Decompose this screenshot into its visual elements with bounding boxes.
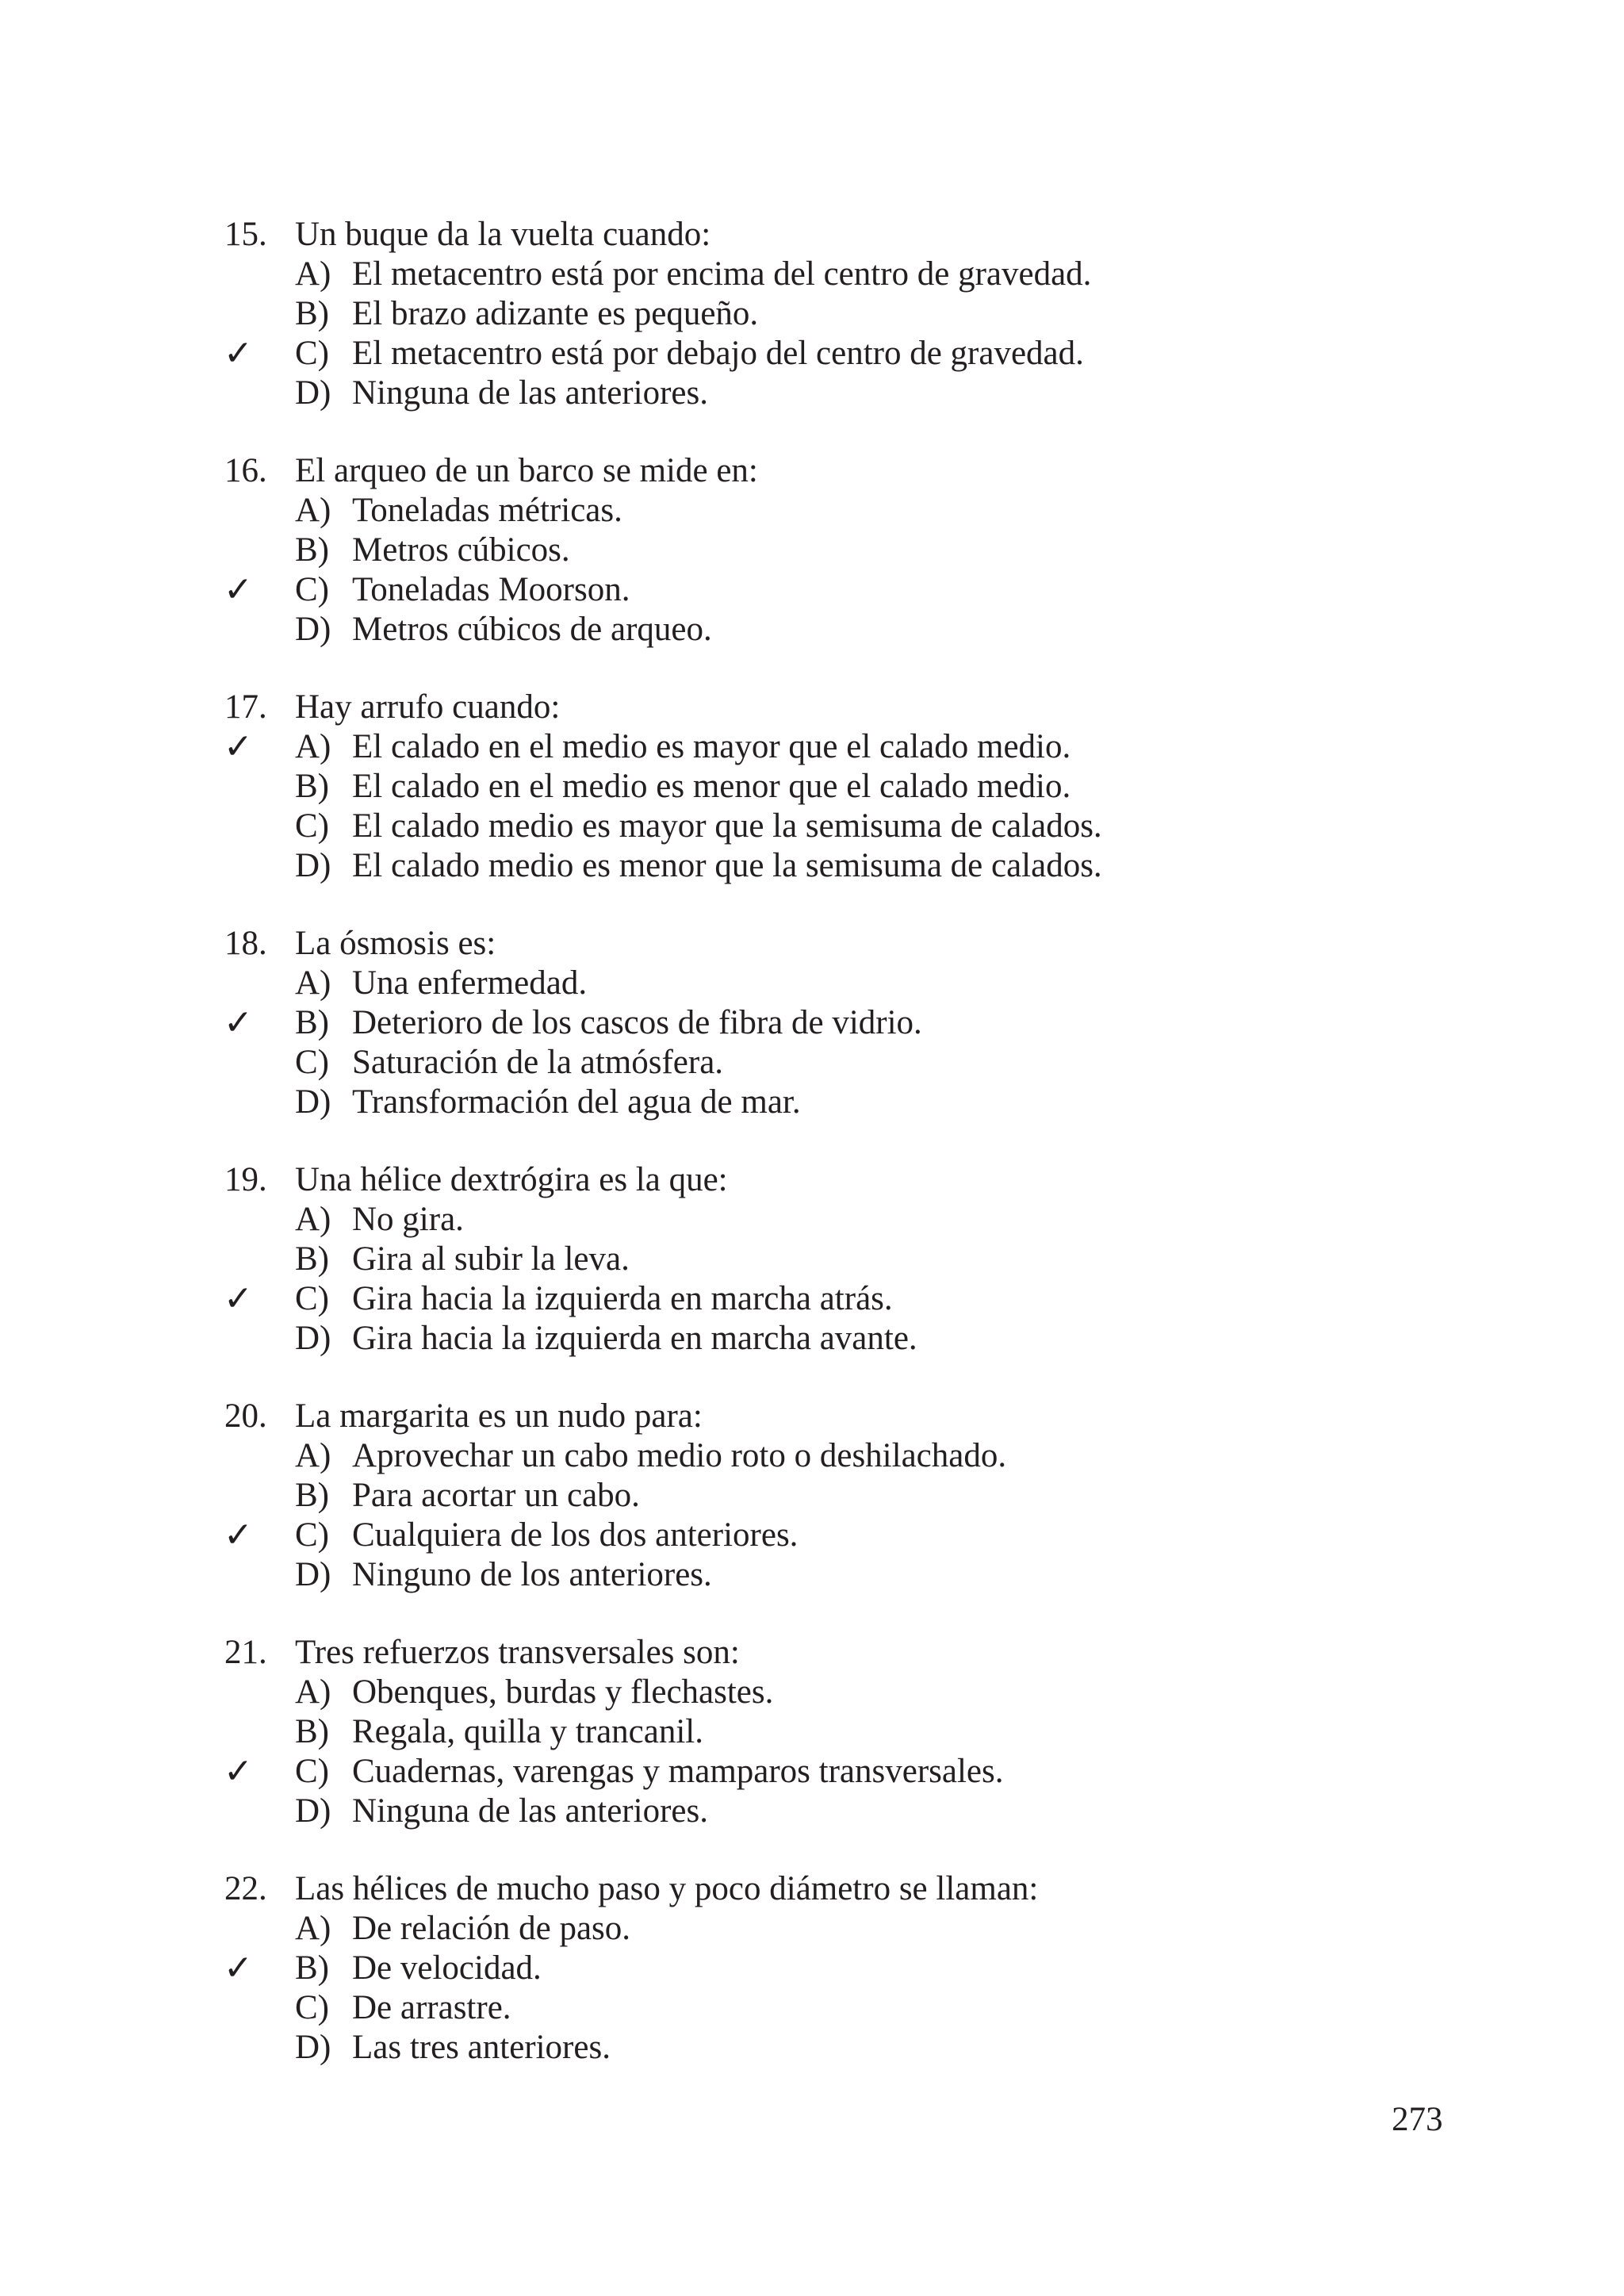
- answer-option: [0, 1792, 1624, 1831]
- option-text: El brazo adizante es pequeño.: [352, 295, 759, 332]
- option-letter: D): [295, 847, 331, 884]
- option-letter: A): [295, 1437, 331, 1474]
- option-text: Cualquiera de los dos anteriores.: [352, 1516, 799, 1554]
- option-text: De velocidad.: [352, 1949, 542, 1987]
- option-letter: A): [295, 728, 331, 765]
- question-header: [0, 1160, 1624, 1200]
- option-letter: C): [295, 1516, 329, 1554]
- answer-option: [0, 1476, 1624, 1516]
- question-text: El arqueo de un barco se mide en:: [295, 452, 758, 489]
- answer-option: [0, 1200, 1624, 1240]
- question-number: 22.: [224, 1870, 267, 1907]
- answer-option: [0, 767, 1624, 807]
- question-header: [0, 451, 1624, 491]
- check-mark-icon: ✓: [224, 1751, 253, 1792]
- check-mark-icon: ✓: [224, 1278, 253, 1319]
- question-number: 18.: [224, 925, 267, 962]
- option-letter: B): [295, 1949, 329, 1987]
- option-letter: C): [295, 1044, 329, 1081]
- question-header: [0, 1869, 1624, 1909]
- answer-option: [0, 1949, 1624, 1988]
- option-text: Transformación del agua de mar.: [352, 1083, 801, 1121]
- option-letter: C): [295, 1753, 329, 1790]
- answer-option: [0, 1988, 1624, 2028]
- answer-option: [0, 1673, 1624, 1712]
- question-number: 20.: [224, 1397, 267, 1435]
- answer-option: [0, 2028, 1624, 2068]
- option-letter: A): [295, 1910, 331, 1947]
- question-text: La ósmosis es:: [295, 925, 496, 962]
- option-letter: D): [295, 1792, 331, 1830]
- question-18: [0, 924, 1624, 1122]
- option-text: Una enfermedad.: [352, 964, 588, 1002]
- answer-option: [0, 1319, 1624, 1359]
- option-letter: C): [295, 807, 329, 845]
- answer-option: [0, 1043, 1624, 1083]
- option-text: Metros cúbicos.: [352, 531, 570, 569]
- option-letter: A): [295, 1673, 331, 1711]
- answer-option: [0, 1555, 1624, 1595]
- option-letter: B): [295, 1004, 329, 1041]
- option-text: Ninguna de las anteriores.: [352, 374, 708, 412]
- answer-option: [0, 807, 1624, 846]
- option-text: Toneladas Moorson.: [352, 571, 630, 608]
- option-text: Deterioro de los cascos de fibra de vidrio.: [352, 1004, 922, 1041]
- answer-option: [0, 294, 1624, 334]
- answer-option: [0, 334, 1624, 374]
- option-text: Metros cúbicos de arqueo.: [352, 611, 712, 648]
- option-text: El calado medio es menor que la semisuma de calados.: [352, 847, 1102, 884]
- question-number: 21.: [224, 1634, 267, 1671]
- question-header: [0, 1397, 1624, 1436]
- option-letter: A): [295, 492, 331, 529]
- answer-option: [0, 374, 1624, 413]
- check-mark-icon: ✓: [224, 1948, 253, 1988]
- option-text: Gira hacia la izquierda en marcha atrás.: [352, 1280, 893, 1317]
- option-text: Las tres anteriores.: [352, 2029, 611, 2066]
- question-number: 19.: [224, 1161, 267, 1198]
- question-number: 16.: [224, 452, 267, 489]
- option-text: Cuadernas, varengas y mamparos transversales.: [352, 1753, 1004, 1790]
- option-text: El metacentro está por encima del centro de gravedad.: [352, 255, 1092, 293]
- question-20: [0, 1397, 1624, 1595]
- answer-option: [0, 964, 1624, 1003]
- question-22: [0, 1869, 1624, 2068]
- answer-option: [0, 255, 1624, 294]
- option-letter: C): [295, 1989, 329, 2026]
- option-text: Gira al subir la leva.: [352, 1240, 630, 1278]
- option-letter: B): [295, 1240, 329, 1278]
- answer-option: [0, 531, 1624, 570]
- question-text: Una hélice dextrógira es la que:: [295, 1161, 728, 1198]
- option-letter: B): [295, 1477, 329, 1514]
- question-number: 15.: [224, 216, 267, 253]
- page-number: 273: [1392, 2101, 1443, 2138]
- option-text: Gira hacia la izquierda en marcha avante.: [352, 1320, 917, 1357]
- option-text: El metacentro está por debajo del centro de gravedad.: [352, 335, 1084, 372]
- question-header: [0, 688, 1624, 727]
- option-letter: A): [295, 255, 331, 293]
- option-letter: B): [295, 768, 329, 805]
- option-text: El calado en el medio es mayor que el calado medio.: [352, 728, 1071, 765]
- option-letter: A): [295, 1201, 331, 1238]
- option-letter: D): [295, 374, 331, 412]
- question-16: [0, 451, 1624, 650]
- question-text: Las hélices de mucho paso y poco diámetro se llaman:: [295, 1870, 1039, 1907]
- question-text: Hay arrufo cuando:: [295, 688, 561, 726]
- option-text: El calado en el medio es menor que el calado medio.: [352, 768, 1071, 805]
- option-letter: B): [295, 295, 329, 332]
- option-letter: D): [295, 1083, 331, 1121]
- answer-option: [0, 610, 1624, 650]
- question-19: [0, 1160, 1624, 1359]
- question-text: La margarita es un nudo para:: [295, 1397, 703, 1435]
- answer-option: [0, 727, 1624, 767]
- check-mark-icon: ✓: [224, 1002, 253, 1043]
- check-mark-icon: ✓: [224, 726, 253, 767]
- check-mark-icon: ✓: [224, 333, 253, 374]
- answer-option: [0, 570, 1624, 610]
- option-text: Ninguna de las anteriores.: [352, 1792, 708, 1830]
- answer-option: [0, 491, 1624, 531]
- check-mark-icon: ✓: [224, 1515, 253, 1555]
- answer-option: [0, 1279, 1624, 1319]
- option-text: Saturación de la atmósfera.: [352, 1044, 724, 1081]
- answer-option: [0, 1436, 1624, 1476]
- option-text: No gira.: [352, 1201, 464, 1238]
- option-text: De arrastre.: [352, 1989, 511, 2026]
- option-text: El calado medio es mayor que la semisuma de calados.: [352, 807, 1102, 845]
- answer-option: [0, 1516, 1624, 1555]
- option-letter: C): [295, 571, 329, 608]
- question-text: Un buque da la vuelta cuando:: [295, 216, 711, 253]
- answer-option: [0, 1752, 1624, 1792]
- option-letter: D): [295, 2029, 331, 2066]
- option-text: De relación de paso.: [352, 1910, 631, 1947]
- question-21: [0, 1633, 1624, 1831]
- question-17: [0, 688, 1624, 886]
- option-text: Regala, quilla y trancanil.: [352, 1713, 703, 1750]
- question-header: [0, 924, 1624, 964]
- question-header: [0, 215, 1624, 255]
- option-letter: B): [295, 531, 329, 569]
- option-letter: C): [295, 335, 329, 372]
- answer-option: [0, 1083, 1624, 1122]
- option-text: Toneladas métricas.: [352, 492, 622, 529]
- option-text: Para acortar un cabo.: [352, 1477, 640, 1514]
- option-letter: D): [295, 1320, 331, 1357]
- answer-option: [0, 1909, 1624, 1949]
- question-15: [0, 215, 1624, 413]
- option-letter: A): [295, 964, 331, 1002]
- option-text: Ninguno de los anteriores.: [352, 1556, 712, 1593]
- option-letter: D): [295, 1556, 331, 1593]
- option-letter: B): [295, 1713, 329, 1750]
- question-text: Tres refuerzos transversales son:: [295, 1634, 740, 1671]
- option-text: Obenques, burdas y flechastes.: [352, 1673, 774, 1711]
- answer-option: [0, 1003, 1624, 1043]
- option-text: Aprovechar un cabo medio roto o deshilachado.: [352, 1437, 1007, 1474]
- question-number: 17.: [224, 688, 267, 726]
- answer-option: [0, 1240, 1624, 1279]
- question-list: [0, 215, 1624, 2106]
- option-letter: D): [295, 611, 331, 648]
- option-letter: C): [295, 1280, 329, 1317]
- check-mark-icon: ✓: [224, 569, 253, 610]
- question-header: [0, 1633, 1624, 1673]
- answer-option: [0, 846, 1624, 886]
- answer-option: [0, 1712, 1624, 1752]
